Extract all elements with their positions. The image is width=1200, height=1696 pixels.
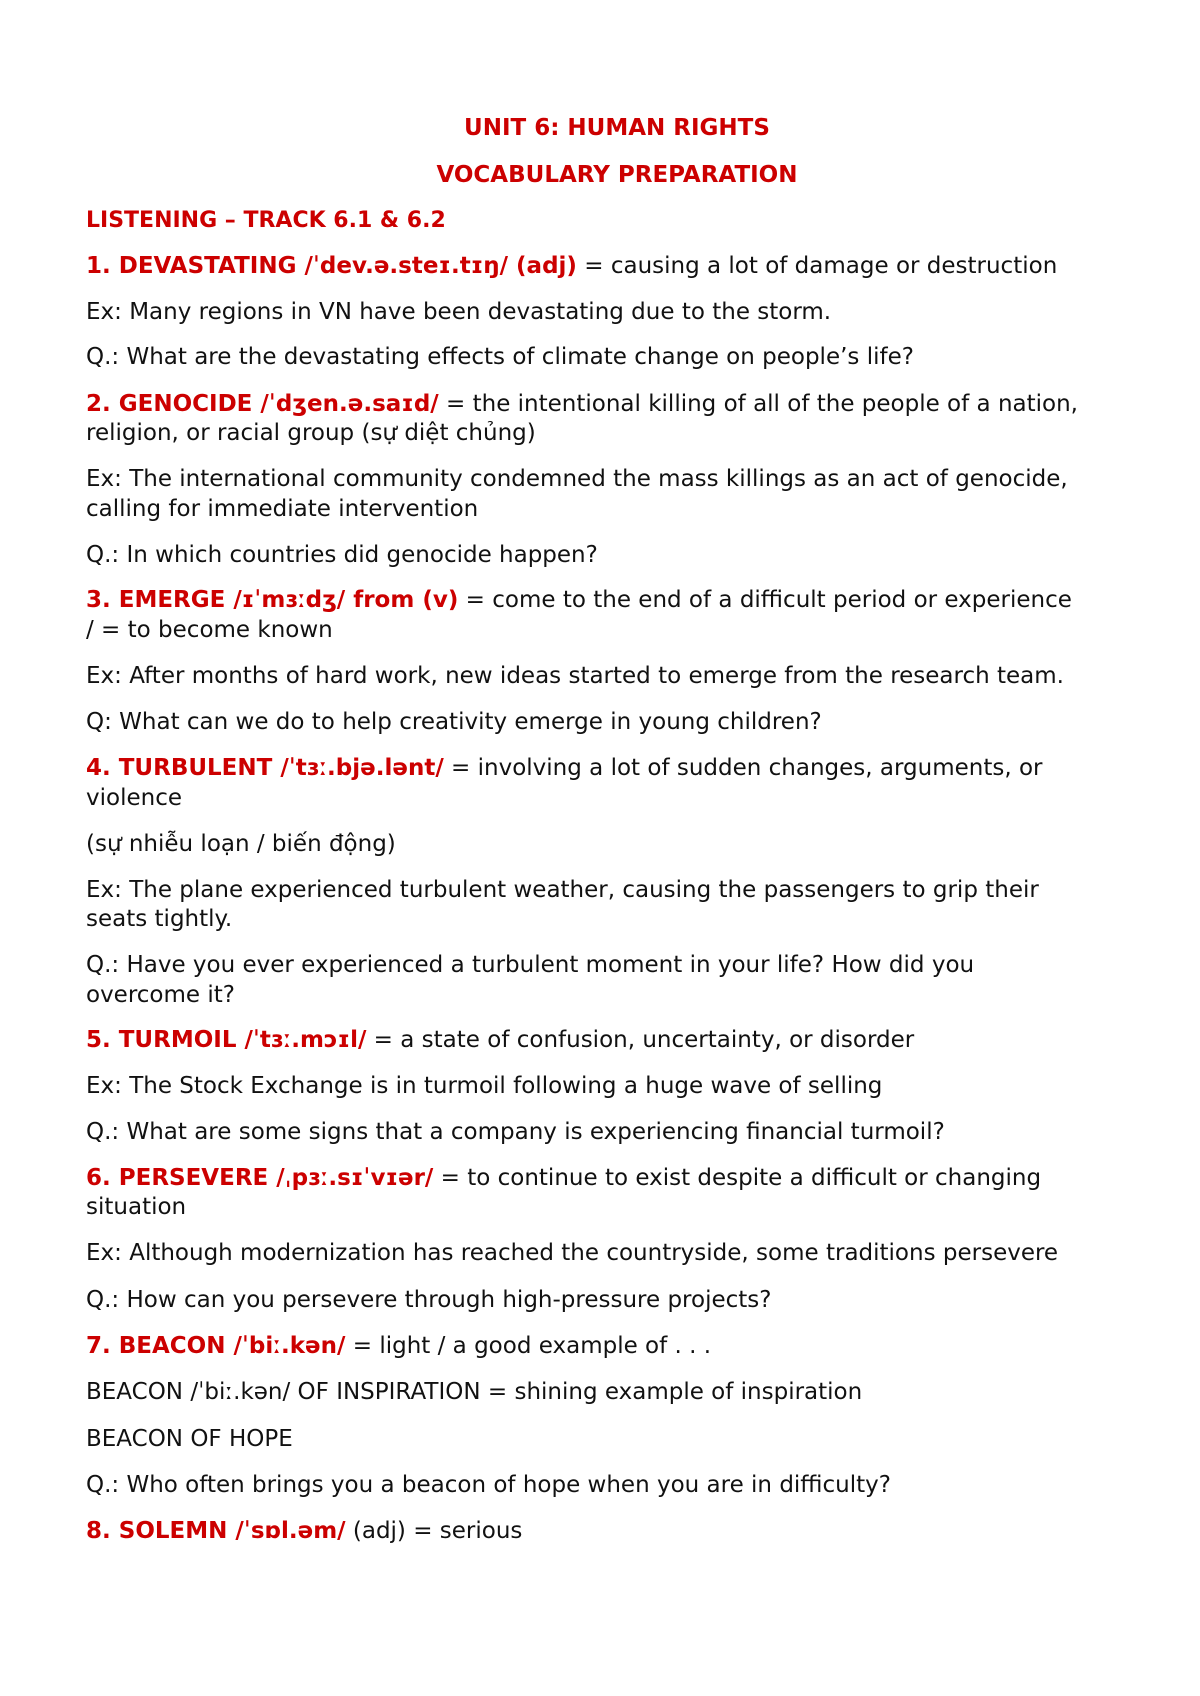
entry-4-question-cont: overcome it? — [86, 982, 235, 1008]
entry-5-definition: = a state of confusion, uncertainty, or disorder — [366, 1027, 915, 1053]
entry-6-heading — [86, 1163, 1146, 1193]
entry-4-heading — [86, 753, 1146, 783]
entry-3-word: 3. EMERGE /ɪˈmɜːdʒ/ from (v) — [86, 587, 459, 613]
entry-4-word: 4. TURBULENT /ˈtɜː.bjə.lənt/ — [86, 755, 444, 781]
entry-8-definition: (adj) = serious — [345, 1518, 523, 1544]
entry-4-note: (sự nhiễu loạn / biến động) — [86, 831, 396, 857]
unit-title: UNIT 6: HUMAN RIGHTS — [464, 115, 770, 141]
entry-7-heading — [86, 1331, 1146, 1361]
entry-2-word: 2. GENOCIDE /ˈdʒen.ə.saɪd/ — [86, 391, 439, 417]
entry-5-question: Q.: What are some signs that a company is experiencing financial turmoil? — [86, 1119, 945, 1145]
entry-6-word: 6. PERSEVERE /ˌpɜː.sɪˈvɪər/ — [86, 1165, 434, 1191]
entry-8-word: 8. SOLEMN /ˈsɒl.əm/ — [86, 1518, 346, 1544]
entry-4-example: Ex: The plane experienced turbulent weather, causing the passengers to grip their — [86, 877, 1039, 903]
entry-2-example: Ex: The international community condemned the mass killings as an act of genocide, — [86, 466, 1068, 492]
entry-5-example: Ex: The Stock Exchange is in turmoil following a huge wave of selling — [86, 1073, 883, 1099]
entry-4-definition-cont: violence — [86, 785, 182, 811]
entry-3-heading — [86, 585, 1146, 615]
entry-2-definition: = the intentional killing of all of the people of a nation, — [438, 391, 1078, 417]
subtitle: VOCABULARY PREPARATION — [436, 162, 798, 188]
entry-7-phrase-hope: BEACON OF HOPE — [86, 1426, 293, 1452]
entry-2-heading — [86, 389, 1146, 419]
entry-5-word: 5. TURMOIL /ˈtɜː.mɔɪl/ — [86, 1027, 367, 1053]
entry-6-question: Q.: How can you persevere through high-pressure projects? — [86, 1287, 772, 1313]
entry-1-heading — [86, 251, 1146, 281]
entry-6-definition: = to continue to exist despite a difficult or changing — [433, 1165, 1042, 1191]
entry-8-heading — [86, 1516, 1146, 1546]
entry-4-question: Q.: Have you ever experienced a turbulent moment in your life? How did you — [86, 952, 975, 978]
entry-3-definition: = come to the end of a difficult period or experience — [458, 587, 1072, 613]
entry-1-question: Q.: What are the devastating effects of climate change on people’s life? — [86, 344, 914, 370]
entry-6-definition-cont: situation — [86, 1194, 187, 1220]
entry-7-phrase-inspiration: BEACON /ˈbiː.kən/ OF INSPIRATION = shining example of inspiration — [86, 1379, 863, 1405]
entry-2-example-cont: calling for immediate intervention — [86, 496, 479, 522]
entry-2-definition-cont: religion, or racial group (sự diệt chủng) — [86, 420, 536, 446]
entry-1-definition: = causing a lot of damage or destruction — [576, 253, 1058, 279]
entry-3-question: Q: What can we do to help creativity emerge in young children? — [86, 709, 822, 735]
entry-3-example: Ex: After months of hard work, new ideas started to emerge from the research team. — [86, 663, 1064, 689]
entry-1-word: 1. DEVASTATING /ˈdev.ə.steɪ.tɪŋ/ (adj) — [86, 253, 577, 279]
entry-4-example-cont: seats tightly. — [86, 906, 233, 932]
entry-6-example: Ex: Although modernization has reached the countryside, some traditions persevere — [86, 1240, 1059, 1266]
entry-7-word: 7. BEACON /ˈbiː.kən/ — [86, 1333, 346, 1359]
entry-4-definition: = involving a lot of sudden changes, arguments, or — [443, 755, 1043, 781]
entry-7-question: Q.: Who often brings you a beacon of hope when you are in difficulty? — [86, 1472, 891, 1498]
entry-1-example: Ex: Many regions in VN have been devastating due to the storm. — [86, 299, 832, 325]
entry-5-heading — [86, 1025, 1146, 1055]
entry-7-definition: = light / a good example of . . . — [345, 1333, 712, 1359]
entry-3-definition-cont: / = to become known — [86, 617, 333, 643]
section-heading: LISTENING – TRACK 6.1 & 6.2 — [86, 208, 446, 233]
entry-2-question: Q.: In which countries did genocide happen? — [86, 542, 598, 568]
